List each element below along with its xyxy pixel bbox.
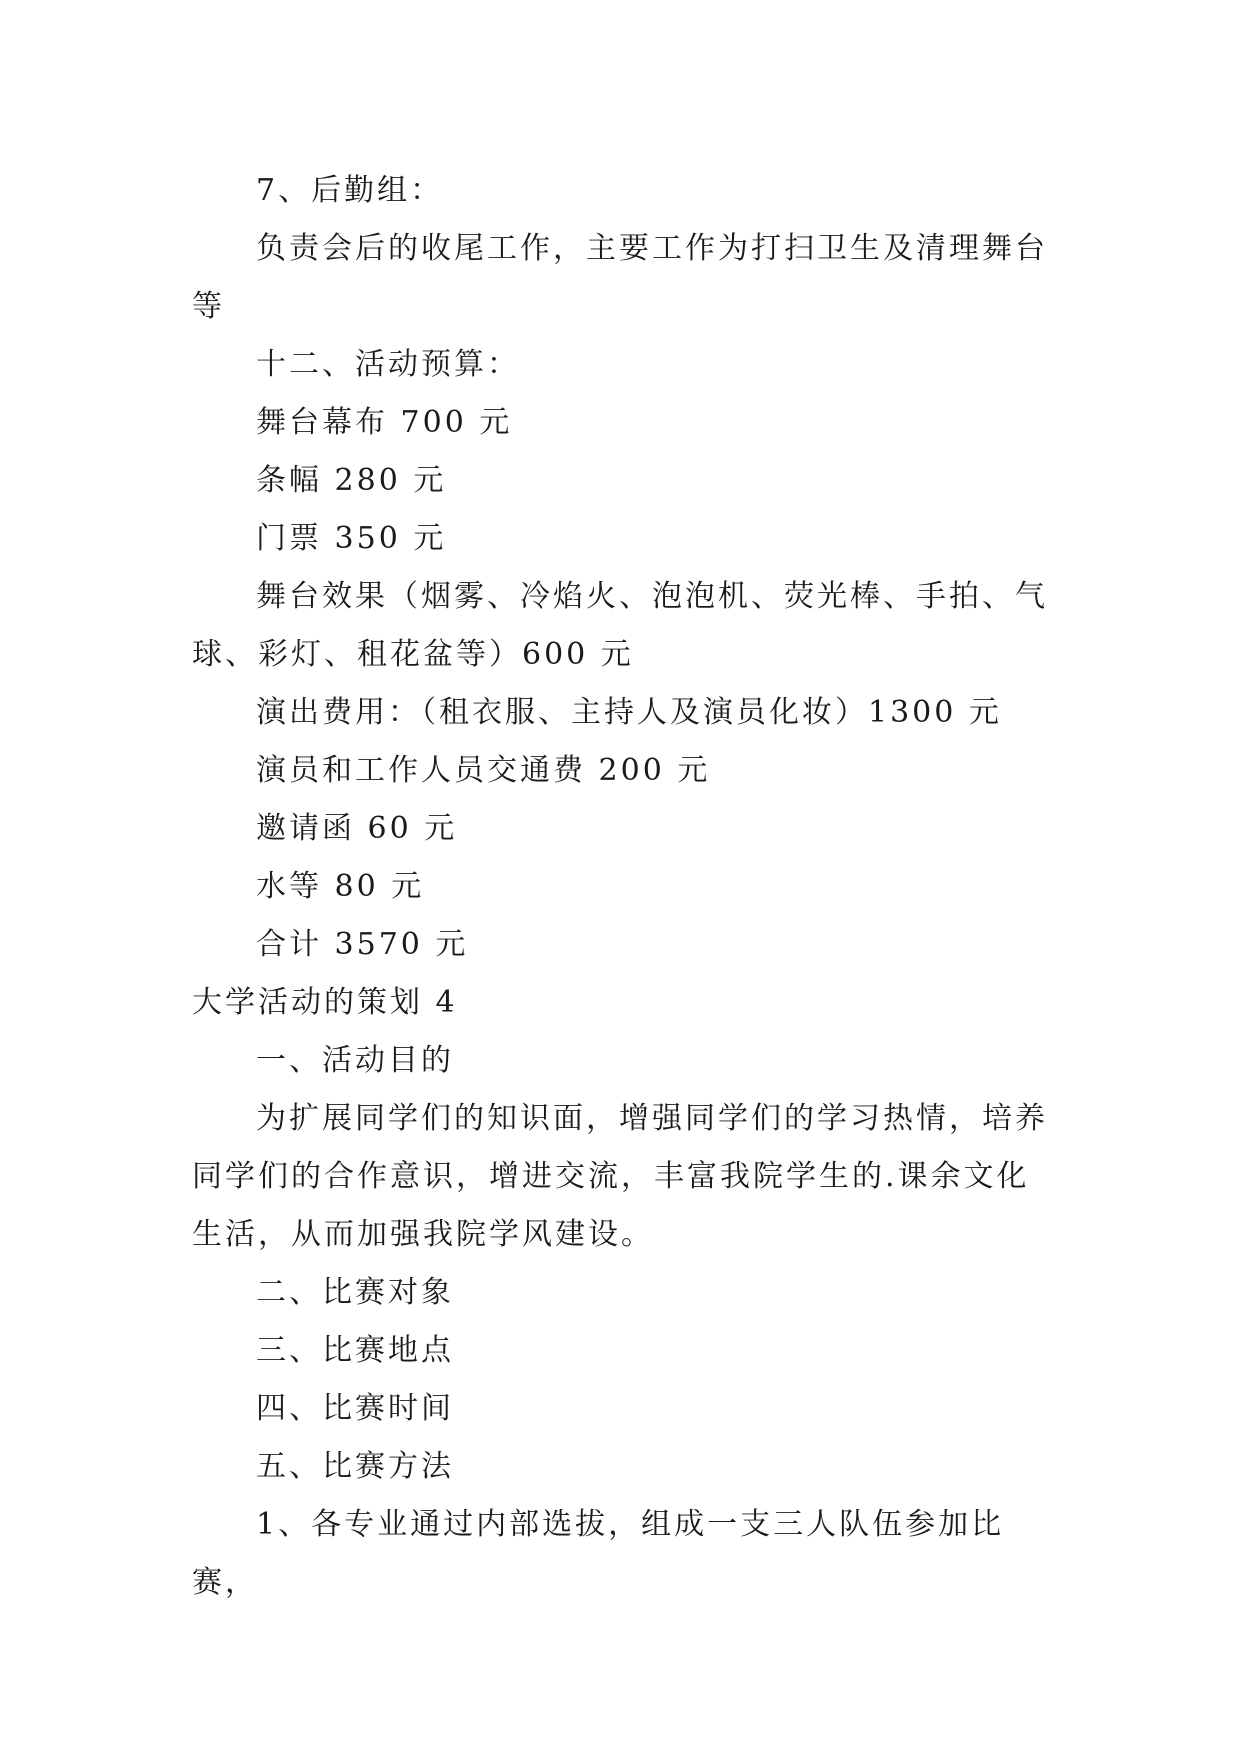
paragraph-method-1: 1、各专业通过内部选拔，组成一支三人队伍参加比赛， xyxy=(192,1507,1005,1600)
document-body xyxy=(192,162,1057,1612)
budget-item-stage-effects: 舞台效果（烟雾、冷焰火、泡泡机、荧光棒、手拍、气球、彩灯、租花盆等）600 元 xyxy=(192,579,1048,672)
budget-item-banner: 条幅 280 元 xyxy=(256,463,447,498)
heading-competition-time: 四、比赛时间 xyxy=(256,1391,454,1426)
paragraph-logistics-duty: 负责会后的收尾工作，主要工作为打扫卫生及清理舞台等 xyxy=(192,231,1048,324)
budget-item-performance: 演出费用：（租衣服、主持人及演员化妆）1300 元 xyxy=(256,695,1002,730)
heading-activity-purpose: 一、活动目的 xyxy=(256,1043,454,1078)
budget-item-water: 水等 80 元 xyxy=(256,869,425,904)
heading-competition-method: 五、比赛方法 xyxy=(256,1449,454,1484)
paragraph-purpose: 为扩展同学们的知识面，增强同学们的学习热情，培养同学们的合作意识，增进交流，丰富我院学生的.课余文化生活，从而加强我院学风建设。 xyxy=(192,1101,1048,1252)
budget-item-tickets: 门票 350 元 xyxy=(256,521,447,556)
paragraph-logistics-group: 7、后勤组： xyxy=(256,173,444,208)
budget-total: 合计 3570 元 xyxy=(256,927,469,962)
heading-competition-target: 二、比赛对象 xyxy=(256,1275,454,1310)
heading-competition-location: 三、比赛地点 xyxy=(256,1333,454,1368)
budget-item-invitations: 邀请函 60 元 xyxy=(256,811,458,846)
section-title: 大学活动的策划 4 xyxy=(192,985,458,1020)
budget-item-stage-curtain: 舞台幕布 700 元 xyxy=(256,405,513,440)
heading-activity-budget: 十二、活动预算： xyxy=(256,347,520,382)
budget-item-transport: 演员和工作人员交通费 200 元 xyxy=(256,753,711,788)
